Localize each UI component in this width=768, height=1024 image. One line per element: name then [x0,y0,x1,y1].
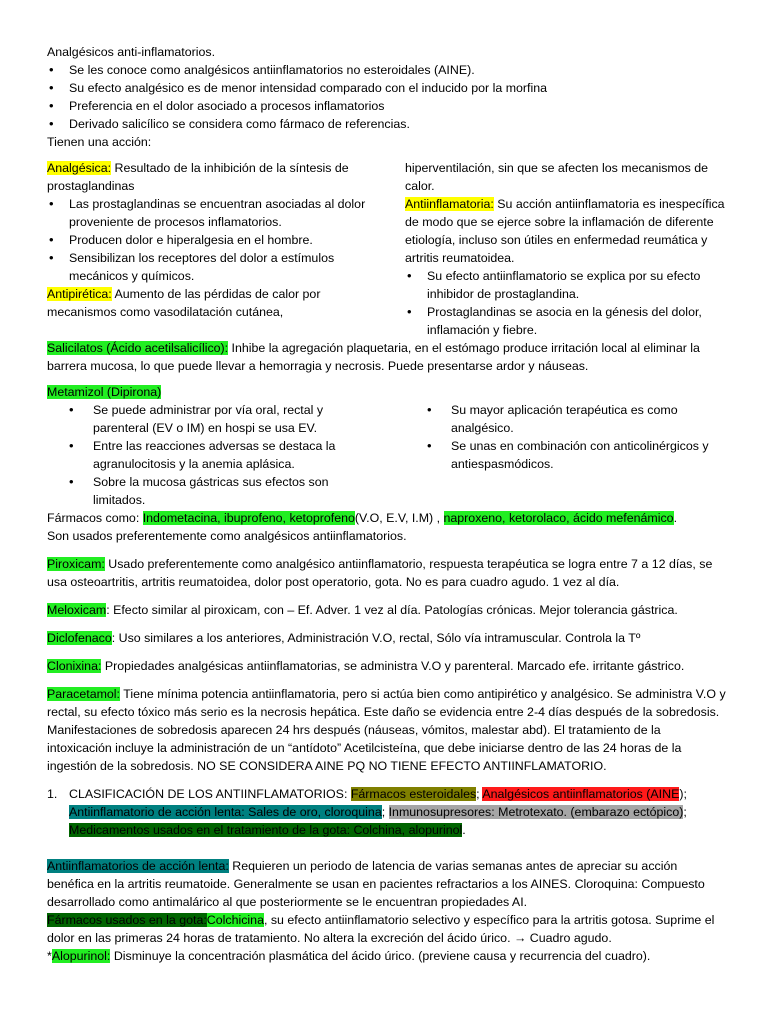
farmacos-end: . [673,511,678,525]
analgesica-bullet: • Producen dolor e hiperalgesia en el hombre. [47,231,369,249]
clasificacion-number: 1. [47,787,58,801]
paracetamol-paragraph [47,685,727,775]
metamizol-columns [47,401,727,509]
analgesica-paragraph [47,159,369,195]
diclofenaco-paragraph [47,629,727,647]
accion-lenta-paragraph [47,857,727,911]
analgesica-bullet: • Sensibilizan los receptores del dolor a estímulos mecánicos y químicos. [47,249,369,285]
metamizol-bullet: • Su mayor aplicación terapéutica es como analgésico. [405,401,727,437]
acciones-columns [47,159,727,339]
clasificacion-accion-lenta: Antiinflamatorio de acción lenta: Sales de oro, cloroquina [69,805,382,819]
salicilatos-text: Inhibe la agregación plaquetaria, en el estómago produce irritación local al eliminar la barrera mucosa, lo que puede llevar a hemorragia y necrosis. Puede presentarse ardor y náuseas. [47,341,700,373]
clasificacion-esteroidales: Fármacos esteroidales [350,787,477,801]
clasificacion-sep: ); [679,787,687,801]
clasificacion-gota: Medicamentos usados en el tratamiento de la gota: Colchina, alopurinol [69,823,463,837]
metamizol-label: Metamizol (Dipirona) [47,385,162,399]
antiinflamatoria-bullet: • Prostaglandinas se asocia en la génesis del dolor, inflamación y fiebre. [405,303,727,339]
gota-text: , su efecto antiinflamatorio selectivo y específico para la artritis gotosa. Suprime el dolor en las primeras 24 horas de tratamiento. No altera la excreción del ácido úrico. → Cuadro agudo. [47,913,715,945]
antipiretica-label: Antipirética: [47,287,112,301]
antiinflamatoria-bullet: • Su efecto antiinflamatorio se explica por su efecto inhibidor de prostaglandina. [405,267,727,303]
meloxicam-text: : Efecto similar al piroxicam, con – Ef. Adver. 1 vez al día. Patologías crónicas. Mejor tolerancia gástrica. [106,603,678,617]
metamizol-bullet: • Se unas en combinación con anticolinérgicos y antiespasmódicos. [405,437,727,473]
analgesica-text: Resultado de la inhibición de la síntesis de prostaglandinas [47,161,349,193]
intro-bullet: • Preferencia en el dolor asociado a procesos inflamatorios [47,97,727,115]
intro-title: Analgésicos anti-inflamatorios. [47,45,216,59]
farmacos-highlight-1: Indometacina, ibuprofeno, ketoprofeno [142,511,355,525]
gota-paragraph [47,911,727,947]
alopurinol-text: Disminuye la concentración plasmática del ácido úrico. (previene causa y recurrencia del cuadro). [110,949,651,963]
farmacos-highlight-2: naproxeno, ketorolaco, ácido mefenámico [443,511,674,525]
document-page [47,43,727,965]
piroxicam-paragraph [47,555,727,591]
gota-label: Fármacos usados en la gota: [47,913,207,927]
piroxicam-label: Piroxicam: [47,557,105,571]
tienen-accion-text: Tienen una acción: [47,135,152,149]
diclofenaco-text: : Uso similares a los anteriores, Administración V.O, rectal, Sólo vía intramuscular. Controla la Tº [111,631,641,645]
farmacos-paragraph [47,509,727,527]
metamizol-bullet: • Entre las reacciones adversas se destaca la agranulocitosis y la anemia aplásica. [47,437,369,473]
salicilatos-label: Salicilatos (Ácido acetilsalicílico): [47,341,229,355]
intro-bullet: • Su efecto analgésico es de menor intensidad comparado con el inducido por la morfina [47,79,727,97]
salicilatos-paragraph [47,339,727,375]
meloxicam-paragraph [47,601,727,619]
alopurinol-label: Alopurinol: [51,949,111,963]
alopurinol-paragraph [47,947,727,965]
antiinflamatoria-label: Antiinflamatoria: [405,197,494,211]
farmacos-line2: Son usados preferentemente como analgésicos antiinflamatorios. [47,529,407,543]
clonixina-label: Clonixina: [47,659,102,673]
clasificacion-aine: Analgésicos antiinflamatorios (AINE [482,787,680,801]
farmacos-prefix: Fármacos como: [47,511,143,525]
clonixina-paragraph [47,657,727,675]
metamizol-heading [47,383,727,401]
paracetamol-label: Paracetamol: [47,687,121,701]
intro-bullet: • Se les conoce como analgésicos antiinflamatorios no esteroidales (AINE). [47,61,727,79]
clonixina-text: Propiedades analgésicas antiinflamatorias, se administra V.O y parenteral. Marcado efe. irritante gástrico. [101,659,685,673]
acciones-right-column [405,159,727,339]
intro-bullet-list [47,61,727,133]
diclofenaco-label: Diclofenaco [47,631,112,645]
metamizol-left-column [47,401,369,509]
antiinflamatoria-paragraph [405,195,727,267]
farmacos-mid: (V.O, E.V, I.M) , [354,511,444,525]
clasificacion-title: CLASIFICACIÓN DE LOS ANTIINFLAMATORIOS: [69,787,351,801]
alopurinol-star: * [47,949,52,963]
metamizol-right-column [405,401,727,509]
clasificacion-end: . [462,823,466,837]
clasificacion-sep: ; [476,787,483,801]
metamizol-right-bullet-list [405,401,727,473]
antipiretica-continuation: hiperventilación, sin que se afecten los mecanismos de calor. [405,161,709,193]
clasificacion-sep: ; [381,805,389,819]
accion-lenta-text: Requieren un periodo de latencia de varias semanas antes de apreciar su acción benéfica en la artritis reumatoide. Generalmente se usan en pacientes refractarios a los AINES. Cloroquina: Compuesto desarrollado como antimalárico al que posteriormente se le encuentran propiedades AI. [47,859,705,909]
antipiretica-text: Aumento de las pérdidas de calor por mecanismos como vasodilatación cutánea, [47,287,321,319]
antiinflamatoria-text: Su acción antiinflamatoria es inespecífica de modo que se ejerce sobre la inflamación de diferente etiología, incluso son útiles en enfermedad reumática y artritis reumatoidea. [405,197,725,265]
clasificacion-paragraph [47,785,727,839]
colchicina-label: Colchicina [206,913,264,927]
metamizol-bullet: • Sobre la mucosa gástricas sus efectos son limitados. [47,473,369,509]
analgesica-bullet: • Las prostaglandinas se encuentran asociadas al dolor proveniente de procesos inflamatorios. [47,195,369,231]
metamizol-left-bullet-list [47,401,369,509]
clasificacion-inmunosupresores: Inmunosupresores: Metrotexato. (embarazo ectópico) [388,805,684,819]
meloxicam-label: Meloxicam [47,603,107,617]
antipiretica-paragraph [47,285,369,321]
intro-bullet: • Derivado salicílico se considera como fármaco de referencias. [47,115,727,133]
accion-lenta-label: Antiinflamatorios de acción lenta: [47,859,229,873]
clasificacion-sep: ; [683,805,687,819]
paracetamol-text: Tiene mínima potencia antiinflamatoria, pero si actúa bien como antipirético y analgésico. Se administra V.O y rectal, su efecto tóxico más serio es la necrosis hepática. Este daño se evidencia entre 2-4 días después de la sobredosis. Manifestaciones de sobredosis aparecen 24 hrs después (náuseas, vómitos, malestar abd). El tratamiento de la intoxicación incluye la administración de un “antídoto” Acetilcisteína, que debe iniciarse dentro de las 24 horas de la ingestión de la sobredosis. NO SE CONSIDERA AINE PQ NO TIENE EFECTO ANTIINFLAMATORIO. [47,687,726,773]
piroxicam-text: Usado preferentemente como analgésico antiinflamatorio, respuesta terapéutica se logra entre 7 a 12 días, se usa osteoartritis, artritis reumatoidea, dolor post operatorio, gota. No es para cuadro agudo. 1 vez al día. [47,557,713,589]
metamizol-bullet: • Se puede administrar por vía oral, rectal y parenteral (EV o IM) en hospi se usa EV. [47,401,369,437]
analgesica-bullet-list [47,195,369,285]
analgesica-label: Analgésica: [47,161,112,175]
antiinflamatoria-bullet-list [405,267,727,339]
acciones-left-column [47,159,369,339]
